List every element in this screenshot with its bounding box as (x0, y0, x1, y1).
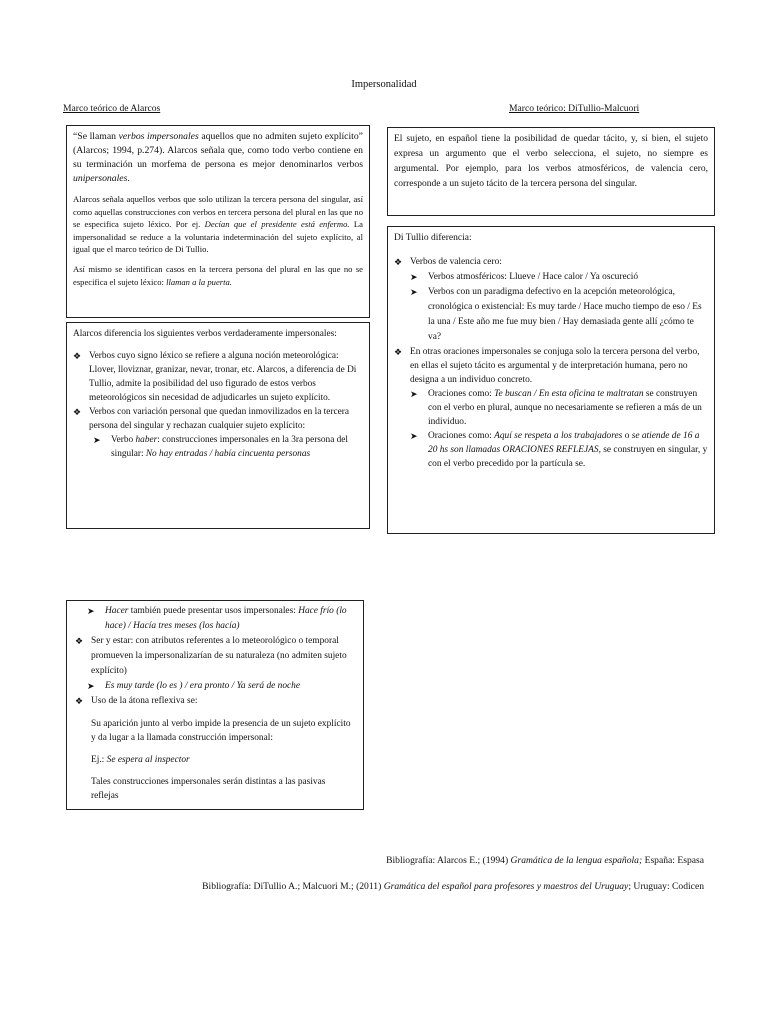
diamond-bullet-icon: ❖ (73, 407, 82, 417)
bibliography-ditullio (64, 880, 704, 894)
right-column-header: Marco teórico: DiTullio-Malcuori (509, 103, 640, 114)
arrow-bullet-icon: ➤ (410, 272, 418, 282)
reflexive-example (91, 753, 355, 767)
text-span: Oraciones como: (428, 431, 495, 441)
alarcos-paragraph-1 (73, 130, 363, 186)
text-italic: Gramática del español para profesores y maestros del Uruguay (383, 881, 629, 892)
text-italic: haber (135, 435, 158, 445)
ditullio-list (394, 255, 708, 471)
text-italic: Te buscan / En esta oficina te maltratan (494, 389, 644, 399)
text-span: La impersonalidad se reduce a la voluntaria indeterminación del sujeto explícito, al igual que el marco teórico de Di Tullio. (73, 219, 363, 255)
text-italic: Se espera al inspector (106, 755, 190, 765)
text-span: Verbo (111, 435, 136, 445)
diamond-bullet-icon: ❖ (75, 696, 84, 706)
arrow-bullet-icon: ➤ (410, 389, 418, 399)
arrow-bullet-icon: ➤ (410, 287, 418, 297)
text-span: Bibliografía: Alarcos E.; (1994) (386, 855, 511, 866)
text-span: España: Espasa (642, 855, 704, 866)
ditullio-distinctions-box (387, 226, 715, 534)
alarcos-definition-box (66, 125, 370, 318)
list-item (75, 694, 355, 709)
text-span: o (622, 431, 632, 441)
arrow-bullet-icon: ➤ (87, 681, 95, 691)
list-item (394, 255, 708, 270)
list-item (75, 634, 355, 679)
diamond-bullet-icon: ❖ (73, 351, 82, 361)
alarcos-impersonal-verbs-box (66, 322, 370, 529)
list-item-text: Ser y estar: con atributos referentes a lo meteorológico o temporal promueven la impersonalizarían de su naturaleza (no admiten sujeto explícito) (91, 636, 347, 676)
text-span: ; Uruguay: Codicen (628, 881, 704, 892)
arrow-bullet-icon: ➤ (410, 431, 418, 441)
text-span: . (127, 173, 130, 184)
ditullio-list-intro: Di Tullio diferencia: (394, 233, 472, 243)
sub-list-item (87, 679, 355, 694)
sub-list-item (410, 429, 708, 471)
diamond-bullet-icon: ❖ (394, 257, 403, 267)
text-italic: Es muy tarde (lo es ) / era pronto / Ya será de noche (105, 681, 301, 691)
bibliography-alarcos (64, 854, 704, 868)
text-italic: se atiende de 16 a 20 hs son llamadas ORACIONES REFLEJAS, (428, 431, 700, 455)
uses-list (75, 604, 355, 709)
text-span: se construyen con el verbo en plural, aunque no necesariamente se refieren a más de un individuo. (428, 389, 702, 427)
text-italic: No hay entradas / había cincuenta personas (145, 449, 311, 459)
text-span: Bibliografía: DiTullio A.; Malcuori M.; (2011) (202, 881, 384, 892)
list-item-text: Verbos atmosféricos: Llueve / Hace calor / Ya oscureció (428, 272, 639, 282)
text-span: Alarcos señala aquellos verbos que solo utilizan la tercera persona del singular, así como aquellas construcciones con verbos en tercera persona del plural en las que no se especifica sujeto léxico. Por ej. (73, 194, 363, 230)
text-italic: verbos impersonales (118, 131, 199, 142)
alarcos-paragraph-3 (73, 263, 363, 288)
text-italic: Hacer (105, 606, 129, 616)
text-italic: unipersonales (73, 173, 128, 184)
page-title: Impersonalidad (351, 79, 417, 90)
text-span: aquellos que no admiten sujeto explícito” (Alarcos; 1994, p.274). Alarcos señala que, como todo verbo contiene en su terminación un morfema de persona es mejor denominarlos verbos (73, 131, 363, 170)
list-item-text: Verbos de valencia cero: (410, 257, 502, 267)
list-item-text: Verbos con variación personal que quedan inmovilizados en la tercera persona del singular y rechazan cualquier sujeto explícito: (89, 407, 349, 431)
list-item-text: En otras oraciones impersonales se conjuga solo la tercera persona del verbo, en ellas el sujeto tácito es argumental y de interpretación humana, pero no designa a un individuo concreto. (410, 347, 700, 385)
reflexive-explanation (75, 717, 355, 803)
text-italic: Hace frío (lo hace) / Hacía tres meses (los hacía) (105, 606, 347, 631)
text-span: también puede presentar usos impersonales: (128, 606, 299, 616)
sub-list-item (410, 387, 708, 429)
text-italic: llaman a la puerta. (166, 276, 232, 287)
list-item (73, 349, 363, 405)
ditullio-subject-box (387, 127, 715, 216)
reflexive-paragraph-3: Tales construcciones impersonales serán distintas a las pasivas reflejas (91, 777, 326, 801)
alarcos-paragraph-2 (73, 193, 363, 256)
list-item-text: Verbos cuyo signo léxico se refiere a alguna noción meteorológica: Llover, lloviznar, granizar, nevar, tronar, etc. Alarcos, a diferencia de Di Tullio, admite la posibilidad del uso figurado de estos verbos meteorológicos sin necesidad de adjudicarles un sujeto explícito. (89, 351, 357, 403)
diamond-bullet-icon: ❖ (394, 347, 403, 357)
arrow-bullet-icon: ➤ (93, 435, 101, 445)
sub-list-item (87, 604, 355, 634)
sub-list-item (93, 433, 363, 461)
reflexive-paragraph-1: Su aparición junto al verbo impide la presencia de un sujeto explícito y da lugar a la llamada construcción impersonal: (91, 719, 351, 743)
text-italic: Decían que el presidente está enfermo. (204, 219, 350, 230)
impersonal-uses-box (66, 600, 364, 810)
list-item-text: Uso de la átona reflexiva se: (91, 696, 198, 706)
list-item-text: Verbos con un paradigma defectivo en la acepción meteorológica, cronológica o existencial: Es muy tarde / Hace mucho tiempo de eso / Es la una / Este año me fue muy bien / Hay demasiada gente allí ¿cómo te va? (428, 287, 702, 342)
ditullio-subject-text: El sujeto, en español tiene la posibilidad de quedar tácito, y, si bien, el sujeto expresa un argumento que el verbo selecciona, el sujeto, no siempre es argumental. Por ejemplo, para los verbos atmosféricos, de valencia cero, corresponde a un sujeto tácito de la tercera persona del singular. (394, 134, 708, 189)
text-span: Oraciones como: (428, 389, 495, 399)
text-span: Así mismo se identifican casos en la tercera persona del plural en las que no se especifica el sujeto léxico: (73, 263, 363, 287)
text-span: Ej.: (91, 755, 107, 765)
left-column-header: Marco teórico de Alarcos (63, 103, 161, 114)
alarcos-list (73, 349, 363, 461)
list-item (73, 405, 363, 433)
arrow-bullet-icon: ➤ (87, 606, 95, 616)
text-span: “Se llaman (73, 131, 119, 142)
text-italic: Gramática de la lengua española; (510, 855, 643, 866)
text-span: : construcciones impersonales en la 3ra persona del singular: (111, 435, 349, 459)
alarcos-list-intro: Alarcos diferencia los siguientes verbos verdaderamente impersonales: (73, 329, 337, 339)
diamond-bullet-icon: ❖ (75, 636, 84, 646)
sub-list-item (410, 285, 708, 345)
text-italic: Aquí se respeta a los trabajadores (494, 431, 623, 441)
list-item (394, 345, 708, 387)
text-span: se construyen en singular, y con el verbo precedido por la partícula se. (428, 445, 708, 469)
sub-list-item (410, 270, 708, 285)
